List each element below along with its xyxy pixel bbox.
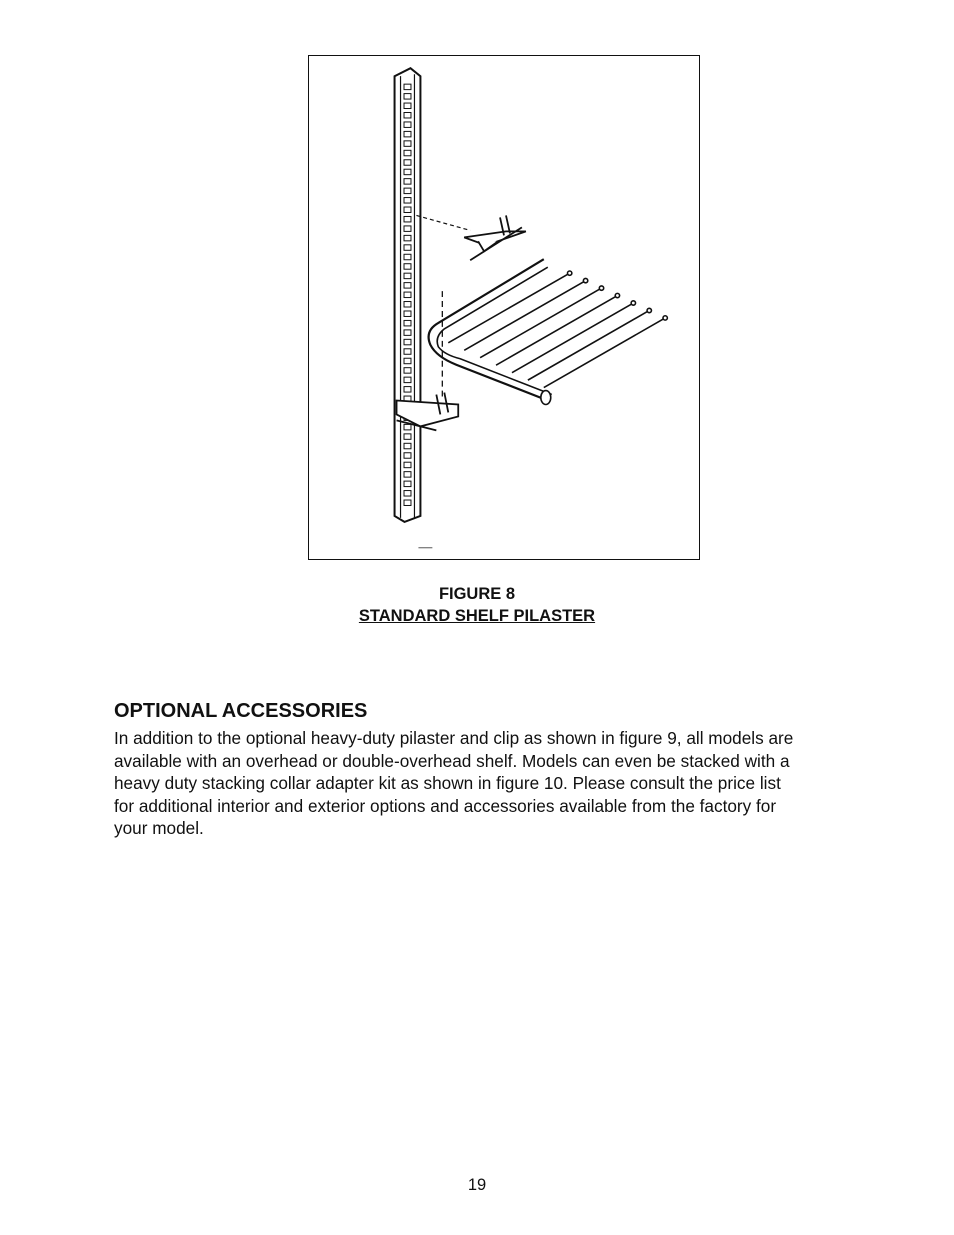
page-number: 19: [467, 1176, 487, 1194]
section-body-text: In addition to the optional heavy-duty pilaster and clip as shown in figure 9, all models are available with an overhead or double-overhead shelf. Models can even be stacked with a heavy duty stacking collar adapter kit as shown in figure 10. Please consult the price list for additional interior and exterior options and accessories available from the factory for your model.: [114, 728, 794, 838]
figure-title: STANDARD SHELF PILASTER: [358, 607, 596, 625]
pilaster-shelf-drawing: [309, 56, 699, 559]
shelf-clip-upper: [464, 215, 526, 260]
wire-shelf: [429, 259, 668, 404]
figure-8-illustration: [308, 55, 700, 560]
figure-number: FIGURE 8: [438, 585, 516, 603]
section-heading: OPTIONAL ACCESSORIES: [114, 700, 368, 722]
leader-line-upper: [416, 215, 470, 230]
pilaster: [395, 68, 421, 522]
